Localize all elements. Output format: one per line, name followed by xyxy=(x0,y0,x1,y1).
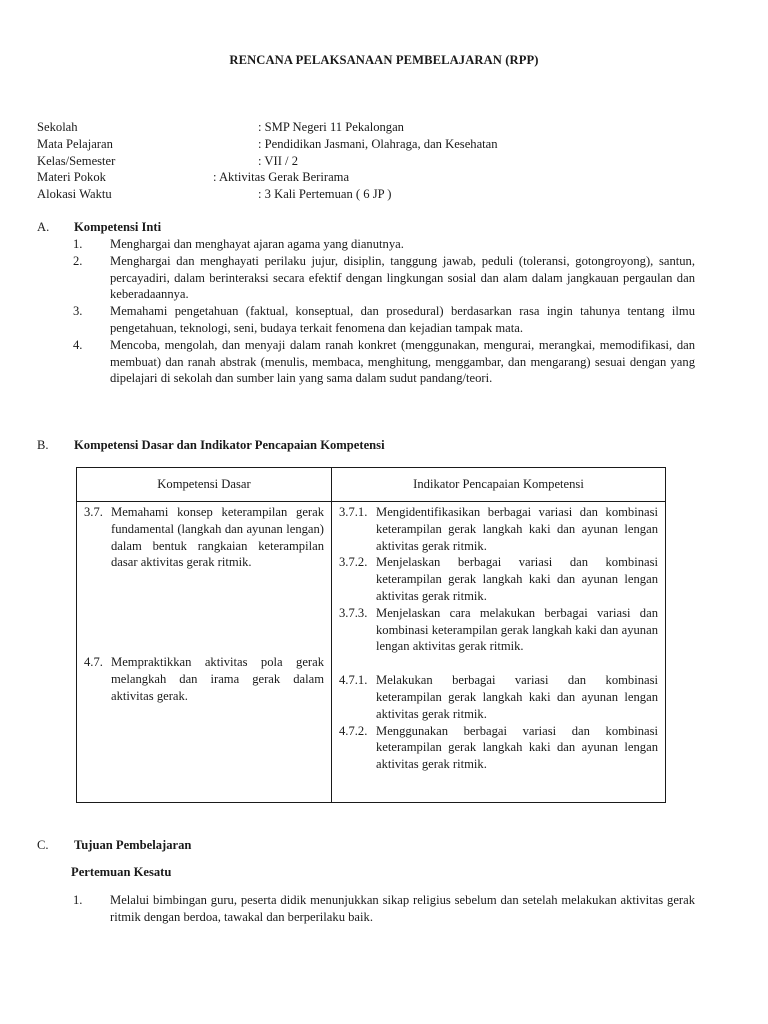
kd-text: Mempraktikkan aktivitas pola gerak melangkah dan irama gerak dalam aktivitas gerak. xyxy=(111,655,324,703)
item-number: 4. xyxy=(73,337,83,352)
kompetensi-inti-list xyxy=(73,236,695,387)
info-value: : VII / 2 xyxy=(258,153,298,168)
info-label: Alokasi Waktu xyxy=(37,187,112,202)
info-row-alokasi-waktu xyxy=(37,186,717,203)
kd-number: 4.7. xyxy=(84,655,103,670)
section-title: Kompetensi Inti xyxy=(74,220,162,234)
list-item xyxy=(73,303,695,337)
section-title: Tujuan Pembelajaran xyxy=(74,838,192,852)
item-number: 2. xyxy=(73,253,83,268)
column-header-kompetensi-dasar: Kompetensi Dasar xyxy=(77,468,332,502)
section-title: Kompetensi Dasar dan Indikator Pencapaian Kompetensi xyxy=(74,438,385,452)
info-label: Mata Pelajaran xyxy=(37,136,113,151)
item-text: Melalui bimbingan guru, peserta didik menunjukkan sikap religius sebelum dan setelah melakukan aktivitas gerak ritmik dengan berdoa, tawakal dan berperilaku baik. xyxy=(110,893,695,924)
item-number: 1. xyxy=(73,237,83,251)
ipk-item xyxy=(339,554,658,604)
item-number: 3. xyxy=(73,304,83,319)
section-letter: B. xyxy=(37,438,49,452)
ipk-number: 3.7.2. xyxy=(339,555,368,570)
ipk-text: Menggunakan berbagai variasi dan kombinasi keterampilan gerak langkah kaki dan ayunan lengan aktivitas gerak ritmik. xyxy=(376,723,658,772)
item-text: Mencoba, mengolah, dan menyaji dalam ranah konkret (menggunakan, mengurai, merangkai, memodifikasi, dan membuat) dan ranah abstrak (menulis, membaca, menghitung, menggambar, dan mengarang) sesuai dengan yang dipelajari di sekolah dan sumber lain yang sama dalam sudut pandang/teori. xyxy=(110,337,695,386)
info-value: : Pendidikan Jasmani, Olahraga, dan Kesehatan xyxy=(258,136,498,151)
info-label: Materi Pokok xyxy=(37,170,106,185)
info-label: Kelas/Semester xyxy=(37,153,116,168)
item-text: Memahami pengetahuan (faktual, konseptual, dan prosedural) berdasarkan rasa ingin tahunya tentang ilmu pengetahuan, teknologi, seni, budaya terkait fenomena dan kejadian tampak mata. xyxy=(110,304,695,335)
list-item xyxy=(73,892,695,926)
list-item xyxy=(73,236,695,253)
info-value: : Aktivitas Gerak Berirama xyxy=(213,170,350,185)
list-item xyxy=(73,253,695,303)
ipk-number: 4.7.1. xyxy=(339,673,368,688)
info-value: : 3 Kali Pertemuan ( 6 JP ) xyxy=(258,187,392,202)
info-row-sekolah xyxy=(37,119,717,136)
ipk-text: Menjelaskan cara melakukan berbagai variasi dan kombinasi keterampilan gerak langkah kaki dan ayunan lengan aktivitas gerak ritmik. xyxy=(376,605,658,654)
ipk-number: 4.7.2. xyxy=(339,723,368,738)
info-row-materi-pokok xyxy=(37,169,717,186)
ipk-item xyxy=(339,723,658,773)
item-number: 1. xyxy=(73,893,83,907)
kd-item xyxy=(84,504,324,571)
identity-block xyxy=(37,119,717,203)
item-text: Menghargai dan menghayat ajaran agama yang dianutnya. xyxy=(110,237,404,251)
table-header-row xyxy=(77,468,666,502)
item-text: Menghargai dan menghayati perilaku jujur, disiplin, tanggung jawab, peduli (toleransi, gotongroyong), santun, percayadiri, dalam berinteraksi secara efektif dengan lingkungan sosial dan alam dalam jangkauan pergaulan dan keberadaannya. xyxy=(110,253,695,302)
info-label: Sekolah xyxy=(37,120,78,134)
ipk-text: Mengidentifikasikan berbagai variasi dan kombinasi keterampilan gerak langkah kaki dan ayunan lengan aktivitas gerak ritmik. xyxy=(376,505,658,553)
kd-text: Memahami konsep keterampilan gerak fundamental (langkah dan ayunan lengan) dalam bentuk rangkaian keterampilan dasar aktivitas gerak ritmik. xyxy=(111,505,324,570)
info-row-mata-pelajaran xyxy=(37,136,717,153)
section-letter: C. xyxy=(37,838,49,852)
ipk-number: 3.7.3. xyxy=(339,605,368,620)
tujuan-list xyxy=(73,892,695,926)
info-value: : SMP Negeri 11 Pekalongan xyxy=(258,120,404,134)
ipk-item xyxy=(339,672,658,722)
indikator-cell xyxy=(332,502,666,803)
info-row-kelas-semester xyxy=(37,153,717,170)
column-header-indikator: Indikator Pencapaian Kompetensi xyxy=(332,468,666,502)
ipk-text: Menjelaskan berbagai variasi dan kombinasi keterampilan gerak langkah kaki dan ayunan lengan aktivitas gerak ritmik. xyxy=(376,555,658,603)
list-item xyxy=(73,337,695,387)
ipk-item xyxy=(339,605,658,655)
meeting-subheading: Pertemuan Kesatu xyxy=(71,865,172,879)
kd-item xyxy=(84,654,324,704)
kompetensi-table xyxy=(76,467,666,803)
section-letter: A. xyxy=(37,220,50,234)
table-row xyxy=(77,502,666,803)
ipk-text: Melakukan berbagai variasi dan kombinasi keterampilan gerak langkah kaki dan ayunan lengan aktivitas gerak ritmik. xyxy=(376,673,658,721)
kompetensi-dasar-cell xyxy=(77,502,332,803)
ipk-number: 3.7.1. xyxy=(339,505,368,519)
ipk-item xyxy=(339,504,658,554)
document-title: RENCANA PELAKSANAAN PEMBELAJARAN (RPP) xyxy=(229,53,539,67)
kd-number: 3.7. xyxy=(84,505,103,519)
